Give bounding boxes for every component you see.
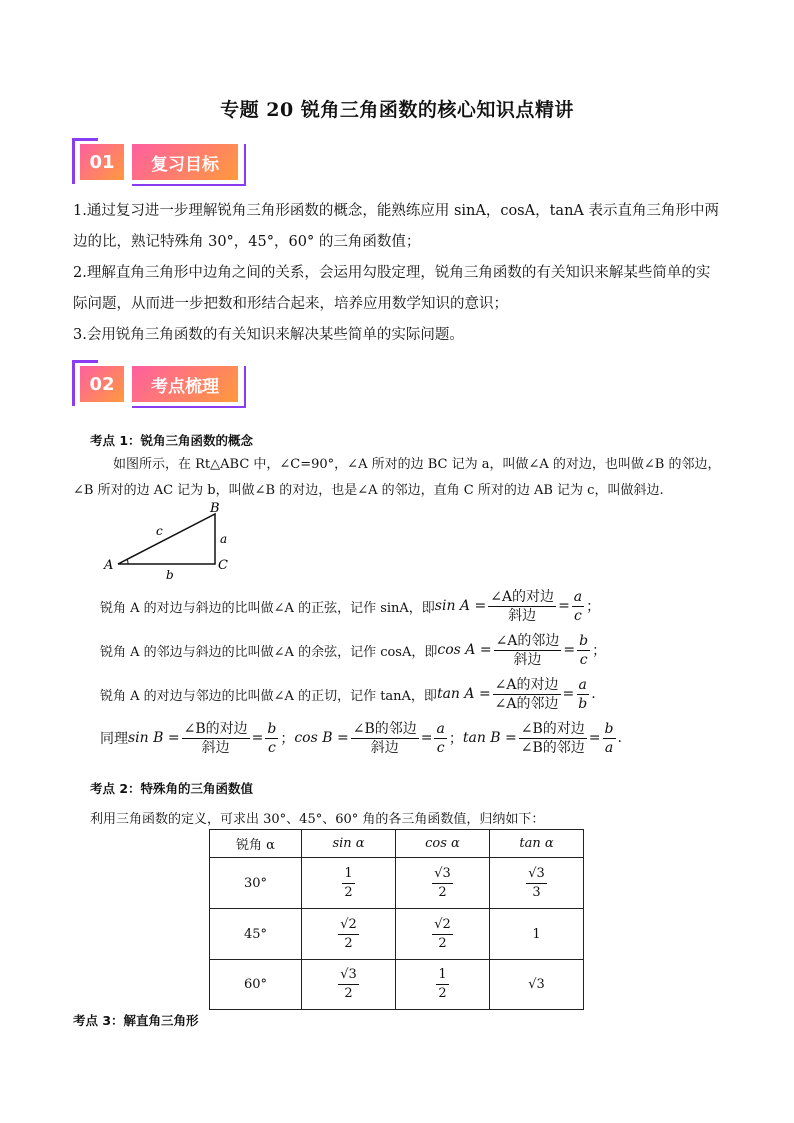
table-cell: 60° <box>210 960 302 1010</box>
special-angles-table <box>209 829 584 1010</box>
table-header: cos α <box>396 830 490 858</box>
right-triangle-diagram <box>100 500 240 585</box>
semicolon: ； <box>586 599 601 615</box>
frac-den: 2 <box>438 986 447 1001</box>
equals: = <box>420 730 433 746</box>
side-b: b <box>166 568 174 582</box>
table-header: 锐角 α <box>210 830 302 858</box>
triangle-shape <box>118 514 215 564</box>
goal-item: 2.理解直角三角形中边角之间的关系，会运用勾股定理，锐角三角函数的有关知识来解某些简单的实际问题，从而进一步把数和形结合起来，培养应用数学知识的意识； <box>73 265 711 312</box>
frac-num: ∠B的邻边 <box>352 720 417 737</box>
cosA-definition: 锐角 A 的邻边与斜边的比叫做∠A 的余弦，记作 cosA，即 cos A = $\frac{\text{∠A的邻边}}{\text{斜边}}$ = $\frac{b}{c}$ ； <box>100 632 607 668</box>
semicolon: ； <box>592 643 607 659</box>
section-label: 复习目标 <box>132 144 238 180</box>
frac-den: 斜边 <box>513 651 542 668</box>
table-cell: 45° <box>210 909 302 960</box>
table-cell <box>396 909 490 960</box>
table-header: tan α <box>490 830 584 858</box>
kp2-heading: 考点 2：特殊角的三角函数值 <box>90 781 254 796</box>
frac-den: 2 <box>344 884 353 900</box>
section-number: 02 <box>80 366 124 402</box>
tanA-definition: 锐角 A 的对边与邻边的比叫做∠A 的正切，记作 tanA，即 tan A = $\frac{\text{∠A的对边}}{\text{∠A的邻边}}$ = $\frac{a}{b}$ . <box>100 676 596 712</box>
frac-num: 1 <box>342 865 354 884</box>
semicolon: ； <box>280 731 295 747</box>
angleB-definitions: 同理 sin B = $\frac{\text{∠B的对边}}{\text{斜边}}$ = $\frac{b}{c}$ ； cos B = $\frac{\text{∠B的邻边}}{\text{斜边}}$ = $\frac{a}{c}$ ； tan B = $\frac{\text{∠B的对边}}{\text{∠B的邻边}}$ = $\frac{b}{a}$ . <box>100 720 622 756</box>
cosB-symbol: cos B = <box>294 730 349 746</box>
tanA-text: 锐角 A 的对边与邻边的比叫做∠A 的正切，记作 tanA，即 <box>100 688 437 704</box>
frac-num: ∠A的邻边 <box>495 632 560 649</box>
equals: = <box>251 730 264 746</box>
accent-bar <box>72 360 98 363</box>
sinB-symbol: sin B = <box>128 730 180 746</box>
frac-num: √3 <box>526 865 547 884</box>
semicolon: ； <box>448 731 463 747</box>
sinA-symbol: sin A = <box>434 598 487 614</box>
equals: = <box>588 730 601 746</box>
table-row <box>210 858 584 909</box>
kp1-intro: 如图所示，在 Rt△ABC 中，∠C=90°，∠A 所对的边 BC 记为 a，叫做∠A 的对边，也叫做∠B 的邻边，∠B 所对的边 AC 记为 b，叫做∠B 的对边，也是∠A 的邻边，直角 C 所对的边 AB 记为 c，叫做斜边. <box>73 457 721 498</box>
vertex-c: C <box>218 558 228 573</box>
frac-num: ∠B的对边 <box>520 720 585 737</box>
period: . <box>591 686 596 702</box>
tanB-symbol: tan B = <box>462 730 517 746</box>
frac-num: ∠A的对边 <box>490 588 555 605</box>
table-cell <box>302 858 396 909</box>
period: . <box>617 730 622 746</box>
goals-list <box>73 196 723 351</box>
table-cell <box>396 858 490 909</box>
table-cell <box>396 960 490 1010</box>
page-title: 专题 20 锐角三角函数的核心知识点精讲 <box>220 99 574 121</box>
equals: = <box>563 642 576 658</box>
frac-num: √2 <box>432 916 453 935</box>
table-row <box>210 960 584 1010</box>
vertex-a: A <box>104 558 114 573</box>
kp3-heading: 考点 3：解直角三角形 <box>73 1013 199 1028</box>
frac-den: ∠B的邻边 <box>520 739 585 756</box>
sinA-text: 锐角 A 的对边与斜边的比叫做∠A 的正弦，记作 sinA，即 <box>100 600 435 616</box>
table-header-row <box>210 830 584 858</box>
cosA-text: 锐角 A 的邻边与斜边的比叫做∠A 的余弦，记作 cosA，即 <box>100 644 438 660</box>
table-cell: 30° <box>210 858 302 909</box>
frac-den: 斜边 <box>370 739 399 756</box>
table-cell <box>302 960 396 1010</box>
equals: = <box>562 686 575 702</box>
table-cell: 1 <box>490 909 584 960</box>
frac-num: 1 <box>436 966 448 985</box>
sinA-definition: 锐角 A 的对边与斜边的比叫做∠A 的正弦，记作 sinA，即 sin A = $\frac{\text{∠A的对边}}{\text{斜边}}$ = $\frac{a}{c}$ ； <box>100 588 601 624</box>
frac-num: √3 <box>432 865 453 884</box>
frac-den: 2 <box>438 884 447 900</box>
table-header: sin α <box>302 830 396 858</box>
frac-den: 2 <box>344 986 353 1001</box>
section-number: 01 <box>80 144 124 180</box>
table-cell: √3 <box>490 960 584 1010</box>
frac-den: 3 <box>532 884 541 900</box>
tanA-symbol: tan A = <box>436 686 491 702</box>
section-header-02 <box>72 360 252 420</box>
frac-den: 斜边 <box>508 607 537 624</box>
frac-num: √2 <box>338 916 359 935</box>
side-c: c <box>156 524 163 538</box>
table-row <box>210 909 584 960</box>
table-cell <box>302 909 396 960</box>
kp1-heading: 考点 1：锐角三角函数的概念 <box>90 433 254 448</box>
similarly-label: 同理 <box>100 731 128 747</box>
equals: = <box>558 598 570 614</box>
frac-num: ∠B的对边 <box>183 720 248 737</box>
accent-bar <box>72 138 98 141</box>
frac-den: ∠A的邻边 <box>494 695 559 712</box>
frac-den: 2 <box>344 935 353 951</box>
table-cell <box>490 858 584 909</box>
frac-num: √3 <box>338 966 359 985</box>
kp2-intro: 利用三角函数的定义，可求出 30°、45°、60° 角的各三角函数值，归纳如下： <box>90 812 545 827</box>
section-label: 考点梳理 <box>132 366 238 402</box>
section-header-01 <box>72 138 252 198</box>
goal-item: 3.会用锐角三角函数的有关知识来解决某些简单的实际问题。 <box>73 327 464 343</box>
frac-num: ∠A的对边 <box>494 676 559 693</box>
vertex-b: B <box>210 501 220 516</box>
side-a: a <box>220 532 228 546</box>
accent-bar <box>72 138 75 184</box>
cosA-symbol: cos A = <box>437 642 492 658</box>
frac-den: 斜边 <box>201 739 230 756</box>
accent-bar <box>72 360 75 406</box>
goal-item: 1.通过复习进一步理解锐角三角形函数的概念，能熟练应用 sinA，cosA，tanA 表示直角三角形中两边的比，熟记特殊角 30°，45°，60° 的三角函数值； <box>73 203 719 250</box>
frac-den: 2 <box>438 935 447 951</box>
